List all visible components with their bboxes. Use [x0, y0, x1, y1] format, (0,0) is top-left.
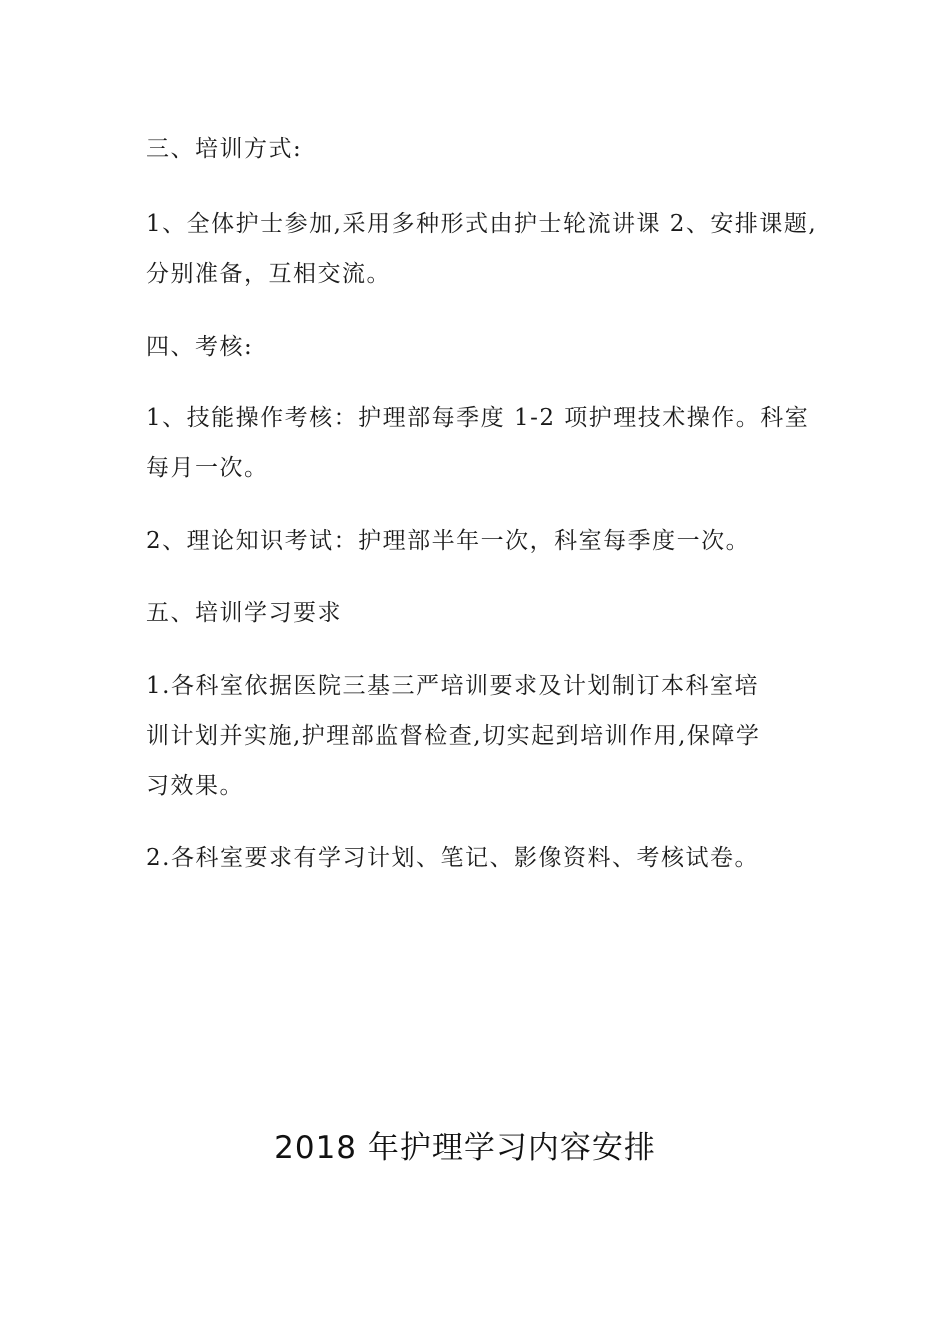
section-5-paragraph-2: 2.各科室要求有学习计划、笔记、影像资料、考核试卷。 [146, 845, 759, 871]
section-4-heading: 四、考核: [146, 334, 254, 360]
page-title: 2018 年护理学习内容安排 [274, 1130, 656, 1166]
section-4-paragraph-1-line-1: 1、技能操作考核：护理部每季度 1-2 项护理技术操作。科室 [146, 405, 810, 431]
section-3-paragraph-1-line-2: 分别准备，互相交流。 [146, 261, 391, 287]
section-5-paragraph-1-line-2: 训计划并实施,护理部监督检查,切实起到培训作用,保障学 [146, 723, 761, 749]
section-3-heading: 三、培训方式: [146, 136, 303, 162]
section-5-paragraph-1-line-3: 习效果。 [146, 773, 244, 799]
section-4-paragraph-1-line-2: 每月一次。 [146, 455, 269, 481]
section-5-paragraph-1-line-1: 1.各科室依据医院三基三严培训要求及计划制订本科室培 [146, 673, 759, 699]
section-3-paragraph-1-line-1: 1、全体护士参加,采用多种形式由护士轮流讲课 2、安排课题, [146, 211, 818, 237]
section-5-heading: 五、培训学习要求 [146, 600, 342, 626]
section-4-paragraph-2: 2、理论知识考试：护理部半年一次，科室每季度一次。 [146, 528, 751, 554]
